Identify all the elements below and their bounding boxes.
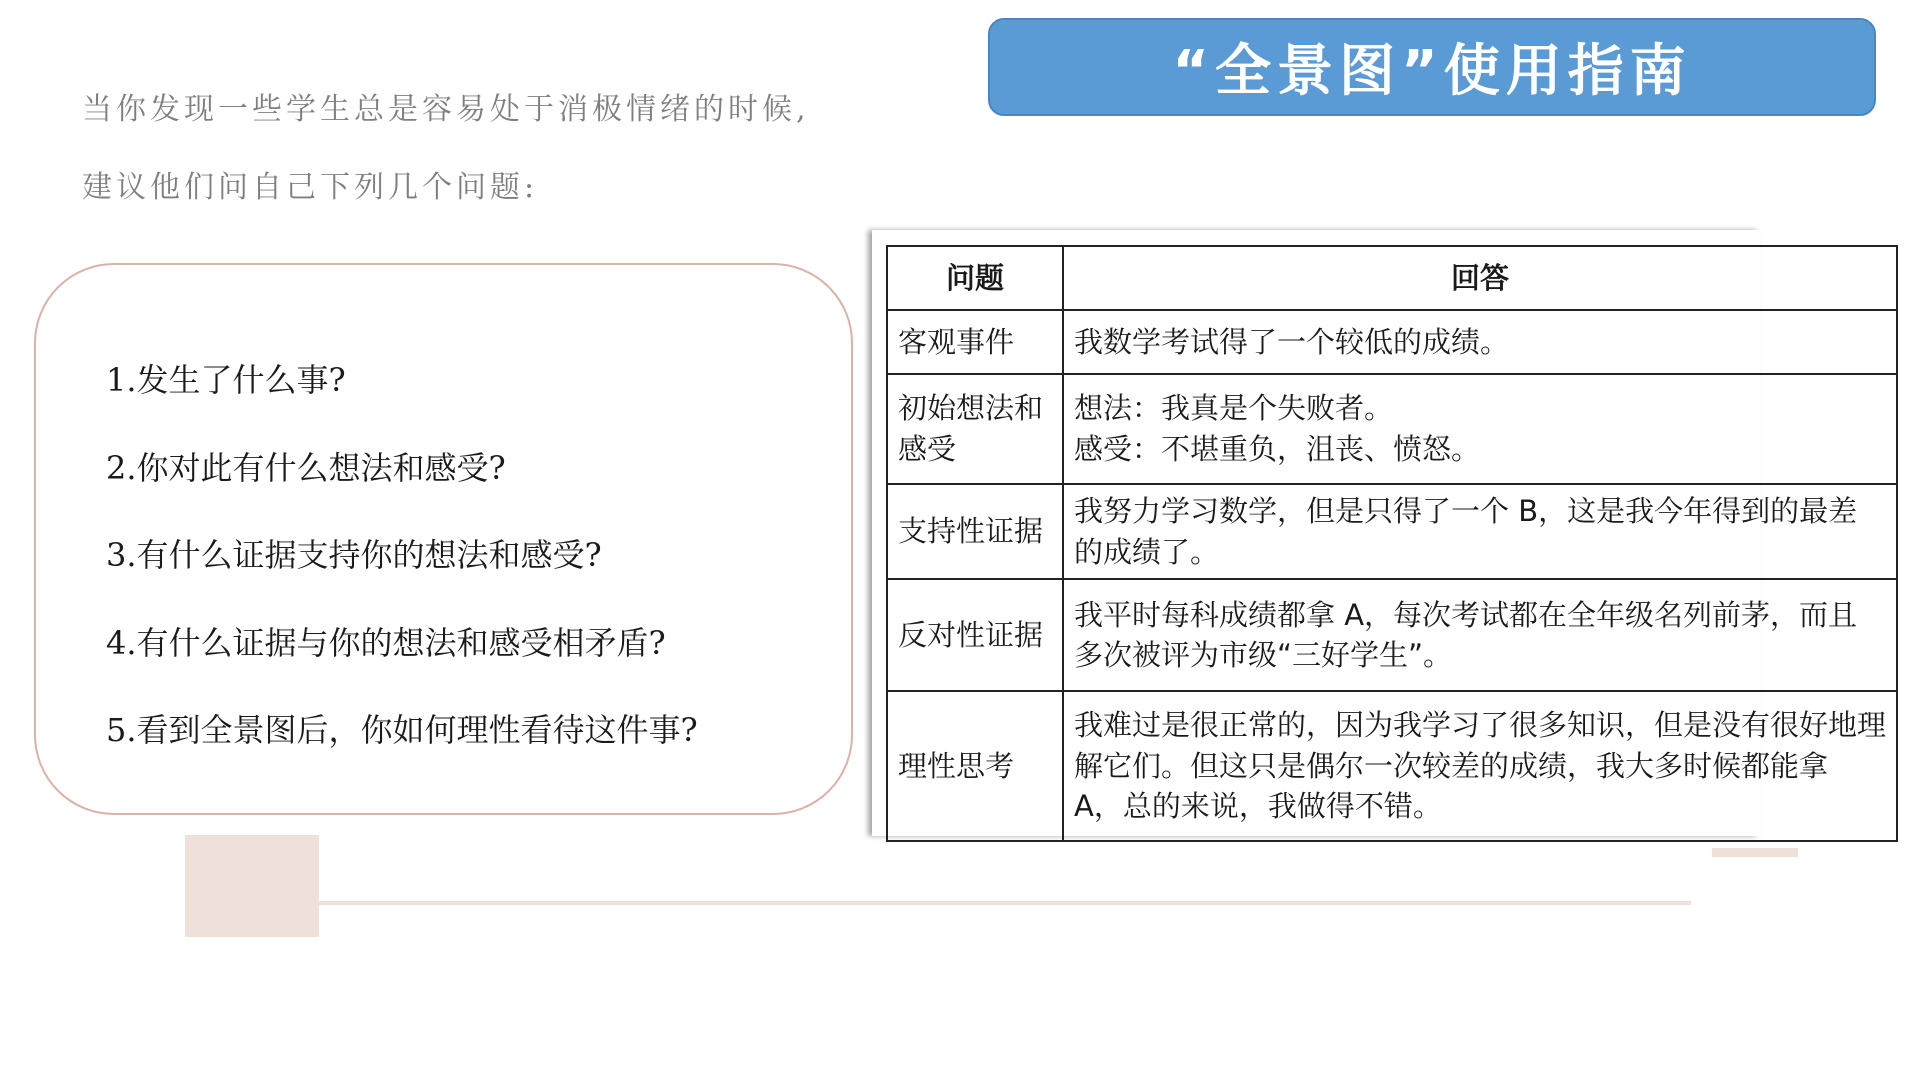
row-answer: 我数学考试得了一个较低的成绩。	[1063, 310, 1897, 374]
question-2: 2.你对此有什么想法和感受?	[106, 449, 506, 487]
row-label: 支持性证据	[887, 484, 1063, 579]
title-banner	[988, 18, 1876, 116]
table-row	[887, 374, 1897, 484]
intro-line-2: 建议他们问自己下列几个问题:	[82, 170, 539, 205]
row-answer: 我平时每科成绩都拿 A，每次考试都在全年级名列前茅，而且多次被评为市级“三好学生”。	[1063, 579, 1897, 691]
question-3: 3.有什么证据支持你的想法和感受?	[106, 536, 602, 574]
row-label: 初始想法和感受	[887, 374, 1063, 484]
row-label: 反对性证据	[887, 579, 1063, 691]
question-1: 1.发生了什么事?	[106, 361, 346, 399]
row-label: 客观事件	[887, 310, 1063, 374]
table-header-row	[887, 246, 1897, 310]
intro-line-1: 当你发现一些学生总是容易处于消极情绪的时候,	[82, 92, 810, 127]
panorama-table	[886, 245, 1898, 842]
table-row	[887, 579, 1897, 691]
decorative-line	[319, 901, 1691, 905]
table-row	[887, 484, 1897, 579]
question-5: 5.看到全景图后，你如何理性看待这件事?	[106, 711, 698, 749]
header-question: 问题	[887, 246, 1063, 310]
page-title: “全景图”使用指南	[1172, 39, 1692, 104]
row-answer: 我难过是很正常的，因为我学习了很多知识，但是没有很好地理解它们。但这只是偶尔一次较差的成绩，我大多时候都能拿 A，总的来说，我做得不错。	[1063, 691, 1897, 841]
decorative-square	[185, 835, 319, 937]
table-row	[887, 310, 1897, 374]
decorative-bar	[1712, 848, 1798, 857]
row-answer: 我努力学习数学，但是只得了一个 B，这是我今年得到的最差的成绩了。	[1063, 484, 1897, 579]
table-row	[887, 691, 1897, 841]
question-4: 4.有什么证据与你的想法和感受相矛盾?	[106, 624, 666, 662]
row-label: 理性思考	[887, 691, 1063, 841]
row-answer: 想法：我真是个失败者。 感受：不堪重负，沮丧、愤怒。	[1063, 374, 1897, 484]
questions-card	[34, 263, 853, 815]
header-answer: 回答	[1063, 246, 1897, 310]
